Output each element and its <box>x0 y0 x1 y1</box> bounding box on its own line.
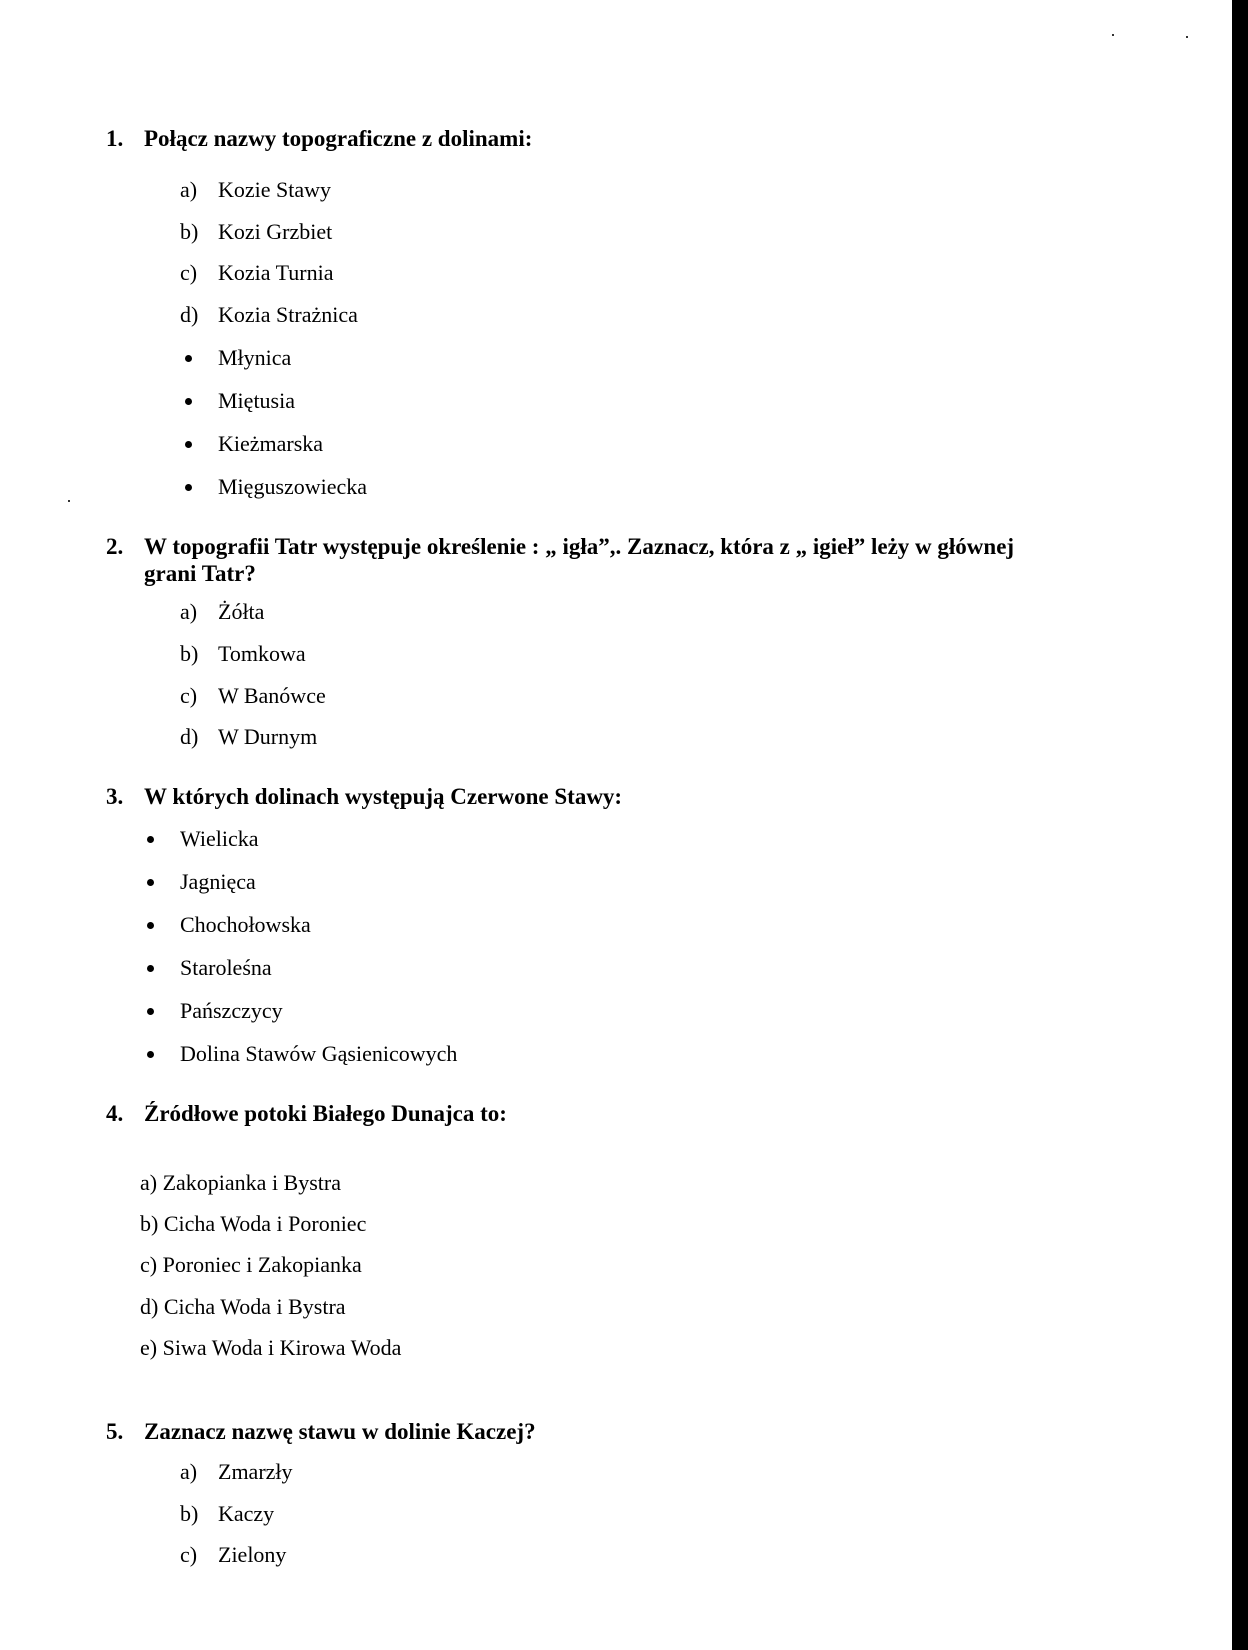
option-item <box>180 1459 293 1485</box>
option-marker: a) <box>140 1170 158 1195</box>
bullet-item <box>180 345 291 371</box>
option-item <box>180 683 326 709</box>
option-item <box>140 1170 341 1196</box>
question-number: 3. <box>106 784 124 809</box>
question-3-title <box>106 783 622 810</box>
bullet-text: Pańszczycy <box>180 998 283 1023</box>
option-marker: b) <box>140 1211 159 1236</box>
bullet-item <box>142 869 256 895</box>
option-marker: b) <box>180 1501 199 1526</box>
option-item <box>180 302 358 328</box>
question-2-title <box>106 533 1044 587</box>
bullet-item <box>180 474 367 500</box>
question-text: Zaznacz nazwę stawu w dolinie Kaczej? <box>144 1419 536 1444</box>
option-marker: a) <box>180 177 198 202</box>
question-text: W topografii Tatr występuje określenie : „ igła”,. Zaznacz, która z „ igieł” leży w głównej grani Tatr? <box>144 534 1015 586</box>
bullet-item <box>180 388 295 414</box>
scan-speck <box>1186 36 1188 38</box>
option-text: Kozia Turnia <box>218 260 334 285</box>
question-number: 5. <box>106 1419 124 1444</box>
option-text: Zielony <box>218 1542 287 1567</box>
bullet-item <box>142 826 259 852</box>
bullet-text: Mięguszowiecka <box>218 474 368 499</box>
bullet-icon <box>180 431 218 457</box>
option-text: Siwa Woda i Kirowa Woda <box>162 1335 402 1360</box>
option-item <box>180 724 317 750</box>
bullet-item <box>142 955 272 981</box>
option-marker: d) <box>180 302 199 327</box>
option-text: Poroniec i Zakopianka <box>162 1252 362 1277</box>
bullet-icon <box>142 826 180 852</box>
bullet-icon <box>142 955 180 981</box>
bullet-text: Dolina Stawów Gąsienicowych <box>180 1041 458 1066</box>
option-marker: d) <box>140 1294 159 1319</box>
option-text: Cicha Woda i Bystra <box>163 1294 346 1319</box>
bullet-icon <box>142 869 180 895</box>
option-text: Żółta <box>218 599 265 624</box>
bullet-icon <box>142 998 180 1024</box>
bullet-icon <box>142 1041 180 1067</box>
option-text: Zmarzły <box>218 1459 293 1484</box>
option-marker: a) <box>180 599 198 624</box>
question-text: Połącz nazwy topograficzne z dolinami: <box>144 126 533 151</box>
option-marker: b) <box>180 219 199 244</box>
bullet-text: Jagnięca <box>180 869 256 894</box>
bullet-text: Chochołowska <box>180 912 311 937</box>
option-text: Kozi Grzbiet <box>218 219 333 244</box>
option-item <box>180 1542 286 1568</box>
bullet-text: Młynica <box>218 345 292 370</box>
option-marker: a) <box>180 1459 198 1484</box>
question-5-title <box>106 1418 536 1445</box>
question-number: 2. <box>106 534 124 559</box>
scan-speck <box>68 500 70 502</box>
option-marker: c) <box>180 683 198 708</box>
bullet-item <box>142 998 283 1024</box>
option-text: Kaczy <box>218 1501 275 1526</box>
option-text: W Durnym <box>218 724 318 749</box>
bullet-text: Staroleśna <box>180 955 272 980</box>
bullet-text: Miętusia <box>218 388 295 413</box>
scan-speck <box>1112 34 1114 36</box>
option-text: Tomkowa <box>218 641 306 666</box>
bullet-item <box>142 912 311 938</box>
option-item <box>180 219 332 245</box>
option-item <box>140 1294 346 1320</box>
bullet-item <box>180 431 323 457</box>
bullet-text: Wielicka <box>180 826 259 851</box>
bullet-icon <box>180 345 218 371</box>
question-1-title <box>106 125 532 152</box>
option-text: Zakopianka i Bystra <box>162 1170 341 1195</box>
option-marker: e) <box>140 1335 158 1360</box>
option-marker: c) <box>180 260 198 285</box>
option-item <box>180 1501 274 1527</box>
option-marker: c) <box>140 1252 158 1277</box>
question-number: 4. <box>106 1101 124 1126</box>
bullet-item <box>142 1041 457 1067</box>
option-text: W Banówce <box>218 683 326 708</box>
option-marker: c) <box>180 1542 198 1567</box>
bullet-icon <box>142 912 180 938</box>
option-item <box>140 1335 401 1361</box>
option-item <box>180 599 264 625</box>
option-item <box>180 641 306 667</box>
option-item <box>140 1252 362 1278</box>
option-text: Kozia Strażnica <box>218 302 358 327</box>
option-item <box>180 260 334 286</box>
question-number: 1. <box>106 126 124 151</box>
option-marker: d) <box>180 724 199 749</box>
scan-edge-bar <box>1232 0 1248 1650</box>
option-text: Cicha Woda i Poroniec <box>163 1211 367 1236</box>
question-text: W których dolinach występują Czerwone Stawy: <box>144 784 623 809</box>
question-4-title <box>106 1100 507 1127</box>
option-text: Kozie Stawy <box>218 177 332 202</box>
option-marker: b) <box>180 641 199 666</box>
bullet-icon <box>180 388 218 414</box>
question-text: Źródłowe potoki Białego Dunajca to: <box>144 1101 507 1126</box>
option-item <box>180 177 331 203</box>
option-item <box>140 1211 366 1237</box>
bullet-icon <box>180 474 218 500</box>
bullet-text: Kieżmarska <box>218 431 324 456</box>
